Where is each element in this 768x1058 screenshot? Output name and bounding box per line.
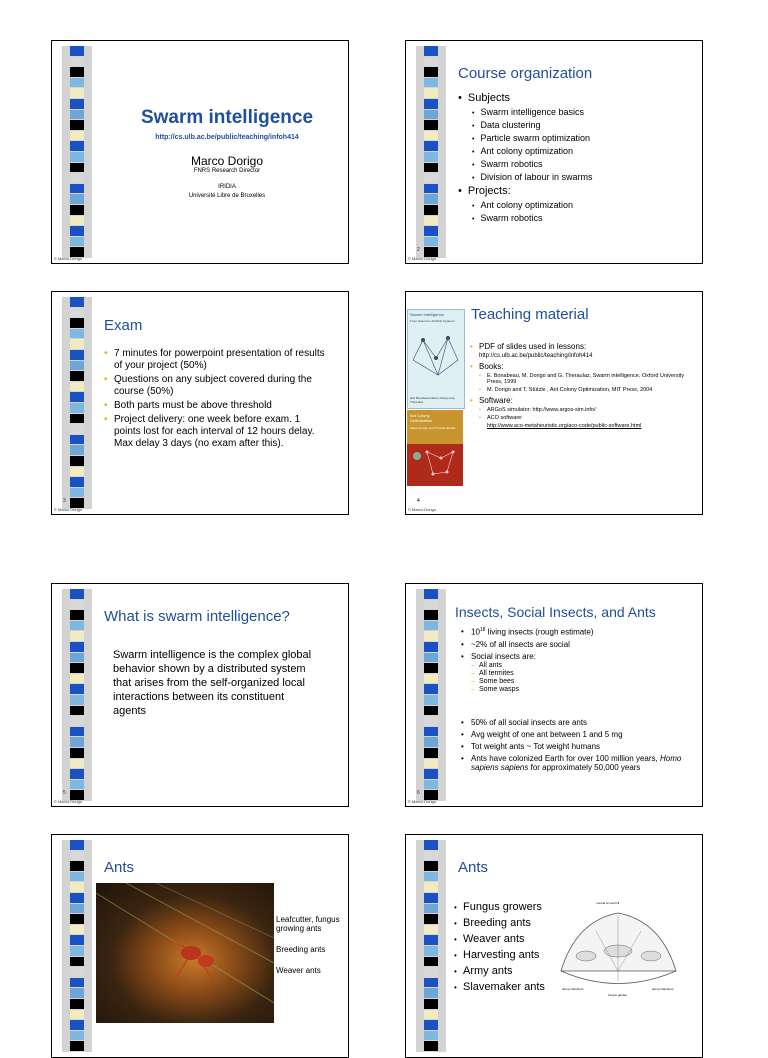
slide-title: Swarm intelligence [140, 107, 314, 128]
book-cover-swarm-intelligence: Swarm Intelligence From Natural to Artificial Systems Eric Bonabeau Marco Dorigo Guy Theraulaz [407, 309, 465, 409]
subject-item: • Data clustering [472, 120, 698, 130]
decorative-stripe [62, 589, 92, 801]
ant-photo [96, 883, 274, 1023]
slide-8 [405, 834, 703, 1058]
ant-captions [276, 915, 346, 987]
course-outline [458, 89, 698, 223]
photo-caption: Weaver ants [276, 966, 321, 975]
diagram-label-fungus: fungus garden [608, 993, 628, 997]
ant-fact-item: • Avg weight of one ant between 1 and 5 mg [461, 730, 699, 739]
slide-title: Exam [104, 317, 143, 334]
decorative-stripe [62, 840, 92, 1052]
diagram-label-mound: mound on soil hill [596, 901, 620, 905]
book-cover-ant-colony-optimization: Ant Colony Optimization Marco Dorigo and Thomas Stützle [407, 410, 463, 486]
book-item: • M. Dorigo and T. Stützle , Ant Colony Optimization, MIT Press, 2004 [479, 387, 698, 393]
exam-rule-item: • Questions on any subject covered during the course (50%) [104, 374, 329, 398]
ant-type-item: • Fungus growers [454, 901, 564, 913]
fact-living-insects: • $10^{18}$ living insects (rough estimate) [461, 627, 699, 637]
copyright: © Marco Dorigo [408, 256, 437, 261]
slide-title: Ants [104, 859, 135, 876]
fact-social-percent: • ~2% of all insects are social [461, 640, 699, 649]
pdf-item: • PDF of slides used in lessons: http://cs.ulb.ac.be/public/teaching/infoh414 [470, 342, 698, 359]
decorative-stripe [416, 46, 446, 258]
page-number: 5 [63, 790, 66, 796]
organization: IRIDIA [218, 184, 236, 190]
nest-cross-section [556, 901, 681, 1001]
author-name: Marco Dorigo [190, 154, 264, 168]
projects-item: • Projects: • Ant colony optimization • Swarm robotics [458, 185, 698, 223]
ant-fact-item: • 50% of all social insects are ants [461, 718, 699, 727]
books-item: • Books: • E. Bonabeau, M. Dorigo and G. Theraulaz, Swarm intelligence, Oxford University Press, 1999 • M. Dorigo and T. Stützle , Ant Colony Optimization, MIT Press, 2004 [470, 362, 698, 393]
social-insect-item: – Some bees [461, 678, 699, 685]
copyright: © Marco Dorigo [408, 799, 437, 804]
fact-social-insects: • Social insects are: – All ants – All termites – Some bees – Some wasps [461, 652, 699, 693]
ant-type-item: • Army ants [454, 965, 564, 977]
project-item: • Swarm robotics [472, 213, 698, 223]
copyright: © Marco Dorigo [54, 256, 83, 261]
social-insect-item: – All ants [461, 662, 699, 669]
fact-colonized-earth: • Ants have colonized Earth for over 100 million years, Homo sapiens sapiens for approximately 50,000 years [461, 754, 699, 772]
pdf-url[interactable]: http://cs.ulb.ac.be/public/teaching/infoh414 [479, 353, 593, 359]
decorative-stripe [62, 46, 92, 258]
slide-5 [51, 583, 349, 807]
slide-title: Insects, Social Insects, and Ants [455, 604, 656, 620]
subject-item: • Swarm intelligence basics [472, 107, 698, 117]
ant-on-leaf [96, 883, 274, 1023]
exam-rule-item: • 7 minutes for powerpoint presentation of results of your project (50%) [104, 348, 329, 372]
exam-rule-item: • Both parts must be above threshold [104, 400, 329, 412]
copyright: © Marco Dorigo [54, 507, 83, 512]
social-insect-item: – Some wasps [461, 686, 699, 693]
diagram-label-dump-right: dump chambers [652, 987, 674, 991]
aco-url[interactable]: http://www.aco-metaheuristic.org/aco-code/public-software.html [487, 423, 642, 429]
ant-facts [461, 715, 699, 772]
ant-type-item: • Slavemaker ants [454, 981, 564, 993]
definition-text: Swarm intelligence is the complex global behavior shown by a distributed system that arises from the self-organized local interactions between its constituent agents [113, 649, 312, 717]
page-number: 4 [417, 498, 420, 504]
university: Université Libre de Bruxelles [188, 193, 266, 199]
decorative-stripe [416, 589, 446, 801]
slide-title: Ants [458, 859, 489, 876]
subject-item: • Swarm robotics [472, 159, 698, 169]
subject-item: • Division of labour in swarms [472, 172, 698, 182]
ant-nest-diagram [556, 901, 681, 1001]
graph-illustration [407, 444, 463, 486]
subjects-item: • Subjects • Swarm intelligence basics • Data clustering • Particle swarm optimization • Ant colony optimization • Swarm robotics • Division of labour in swarms [458, 92, 698, 182]
copyright: © Marco Dorigo [54, 799, 83, 804]
teaching-material-list [470, 339, 698, 429]
slide-title: Course organization [458, 65, 593, 82]
slide-title: Teaching material [471, 306, 589, 323]
book-item: • E. Bonabeau, M. Dorigo and G. Theraulaz, Swarm intelligence, Oxford University Press, 1999 [479, 373, 698, 385]
insect-facts [461, 624, 699, 693]
aco-software: • ACO software: http://www.aco-metaheuristic.org/aco-code/public-software.html [479, 415, 698, 429]
course-url: http://cs.ulb.ac.be/public/teaching/infoh414 [155, 134, 299, 141]
software-item: • Software: • ARGoS simulator: http://www.argos-sim.info/ • ACO software: http://www.aco-metaheuristic.org/aco-code/public-software.html [470, 396, 698, 429]
slide-7 [51, 834, 349, 1058]
argos-link[interactable]: • ARGoS simulator: http://www.argos-sim.info/ [479, 407, 698, 413]
ant-type-item: • Harvesting ants [454, 949, 564, 961]
author-role: FNRS Research Director [193, 168, 261, 174]
page-number: 2 [417, 247, 420, 253]
decorative-stripe [62, 297, 92, 509]
ant-types-list [454, 901, 564, 997]
ant-type-item: • Breeding ants [454, 917, 564, 929]
exam-rules [104, 348, 329, 452]
page-number: 3 [63, 498, 66, 504]
exam-rule-item: • Project delivery: one week before exam. 1 points lost for each interval of 12 hours delay. Max delay 3 days (no exam after this). [104, 414, 329, 450]
ant-type-item: • Weaver ants [454, 933, 564, 945]
project-item: • Ant colony optimization [472, 200, 698, 210]
subject-item: • Ant colony optimization [472, 146, 698, 156]
ant-fact-item: • Tot weight ants ~ Tot weight humans [461, 742, 699, 751]
slide-4 [405, 291, 703, 515]
slide-2 [405, 40, 703, 264]
decorative-stripe [416, 840, 446, 1052]
photo-caption: Breeding ants [276, 945, 326, 954]
slide-title: What is swarm intelligence? [104, 608, 290, 625]
diagram-label-dump-left: dump chambers [562, 987, 584, 991]
slide-3 [51, 291, 349, 515]
subject-item: • Particle swarm optimization [472, 133, 698, 143]
slide-1 [51, 40, 349, 264]
slide-6 [405, 583, 703, 807]
photo-caption: Leafcutter, fungus growing ants [276, 915, 340, 933]
social-insect-item: – All termites [461, 670, 699, 677]
network-illustration [408, 330, 464, 380]
page-number: 6 [417, 790, 420, 796]
copyright: © Marco Dorigo [408, 507, 437, 512]
